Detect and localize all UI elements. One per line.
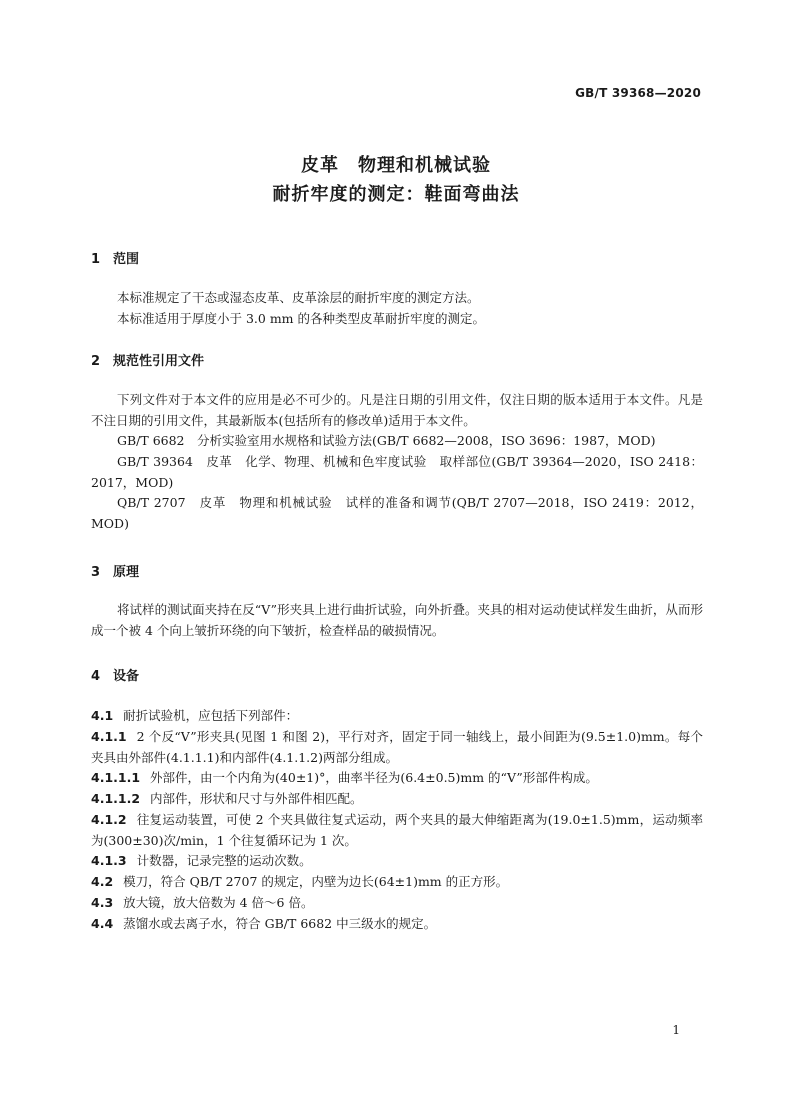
clause-number: 4.4 [91,916,114,931]
scope-paragraph-2: 本标准适用于厚度小于 3.0 mm 的各种类型皮革耐折牢度的测定。 [117,311,486,326]
clause-text: 耐折试验机，应包括下列部件： [123,708,299,723]
section-number: 4 [91,669,101,684]
section-2-heading [91,350,204,369]
document-title-line-2: 耐折牢度的测定：鞋面弯曲法 [272,184,520,205]
clause-4-2 [91,872,703,893]
clause-number: 4.1.2 [91,812,127,827]
clause-number: 4.1.1.2 [91,791,141,806]
clause-number: 4.3 [91,895,114,910]
clause-4-4 [91,914,703,935]
principle-paragraph: 将试样的测试面夹持在反“V”形夹具上进行曲折试验，向外折叠。夹具的相对运动使试样发生曲折，从而形成一个被 4 个向上皱折环绕的向下皱折，检查样品的破损情况。 [91,602,703,638]
clause-4-1 [91,706,703,727]
section-number: 1 [91,252,101,267]
clause-text: 往复运动装置，可使 2 个夹具做往复式运动，两个夹具的最大伸缩距离为(19.0±1.5)mm，运动频率为(300±30)次/min，1 个往复循环记为 1 次。 [91,812,703,848]
normative-references-intro: 下列文件对于本文件的应用是必不可少的。凡是注日期的引用文件，仅注日期的版本适用于本文件。凡是不注日期的引用文件，其最新版本(包括所有的修改单)适用于本文件。 [91,392,703,428]
clause-4-1-3 [91,851,703,872]
document-title-line-1: 皮革 物理和机械试验 [301,155,491,176]
clause-text: 计数器，记录完整的运动次数。 [136,853,312,868]
clause-number: 4.1.1 [91,729,127,744]
section-title: 范围 [113,252,140,267]
clause-4-1-1-1 [91,768,703,789]
clause-text: 蒸馏水或去离子水，符合 GB/T 6682 中三级水的规定。 [123,916,437,931]
section-title: 规范性引用文件 [113,354,205,369]
section-1-heading [91,248,139,267]
section-4-heading [91,665,139,684]
standard-code: GB/T 39368—2020 [575,86,701,100]
clause-text: 2 个反“V”形夹具(见图 1 和图 2)，平行对齐，固定于同一轴线上，最小间距为(9.5±1.0)mm。每个夹具由外部件(4.1.1.1)和内部件(4.1.1.2)两部分组成。 [91,729,703,765]
clause-text: 外部件，由一个内角为(40±1)°，曲率半径为(6.4±0.5)mm 的“V”形部件构成。 [150,770,598,785]
reference-gb-t-39364: GB/T 39364 皮革 化学、物理、机械和色牢度试验 取样部位(GB/T 39364—2020，ISO 2418：2017，MOD) [91,454,703,490]
clause-number: 4.1.1.1 [91,770,141,785]
section-title: 原理 [113,565,140,580]
scope-paragraph-1: 本标准规定了干态或湿态皮革、皮革涂层的耐折牢度的测定方法。 [117,290,480,305]
page-number: 1 [672,1023,680,1037]
section-3-heading [91,561,139,580]
reference-gb-t-6682: GB/T 6682 分析实验室用水规格和试验方法(GB/T 6682—2008，ISO 3696：1987，MOD) [117,433,656,448]
reference-qb-t-2707: QB/T 2707 皮革 物理和机械试验 试样的准备和调节(QB/T 2707—2018，ISO 2419：2012，MOD) [91,495,703,531]
clause-text: 模刀，符合 QB/T 2707 的规定，内壁为边长(64±1)mm 的正方形。 [123,874,509,889]
clause-number: 4.2 [91,874,114,889]
clause-4-1-2 [91,810,703,851]
section-number: 3 [91,565,101,580]
clause-text: 内部件，形状和尺寸与外部件相匹配。 [150,791,363,806]
clause-4-1-1 [91,727,703,768]
clause-number: 4.1.3 [91,853,127,868]
section-number: 2 [91,354,101,369]
clause-text: 放大镜，放大倍数为 4 倍～6 倍。 [123,895,314,910]
clause-number: 4.1 [91,708,114,723]
section-title: 设备 [113,669,140,684]
clause-4-1-1-2 [91,789,703,810]
clause-4-3 [91,893,703,914]
